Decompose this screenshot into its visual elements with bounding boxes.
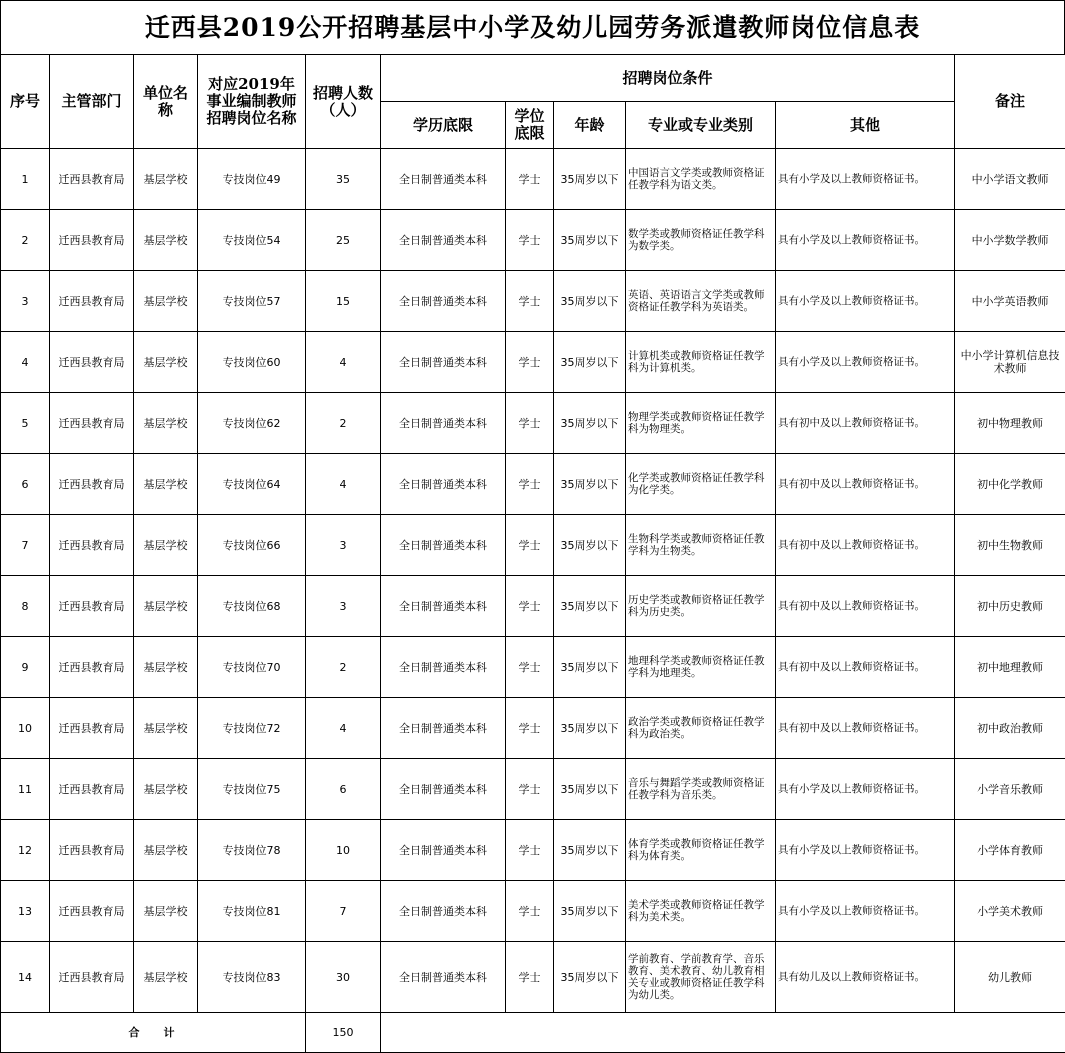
cell-post: 专技岗位60 [198,332,306,393]
cell-post: 专技岗位57 [198,271,306,332]
cell-major: 英语、英语语言文学类或教师资格证任教学科为英语类。 [626,271,776,332]
cell-seq: 10 [1,698,50,759]
cell-age: 35周岁以下 [554,332,626,393]
cell-unit: 基层学校 [134,210,198,271]
cell-post: 专技岗位62 [198,393,306,454]
cell-post: 专技岗位83 [198,942,306,1013]
cell-edu: 全日制普通类本科 [381,637,506,698]
header-degree: 学位底限 [506,102,554,149]
cell-degree: 学士 [506,271,554,332]
cell-other: 具有小学及以上教师资格证书。 [776,820,955,881]
cell-other: 具有小学及以上教师资格证书。 [776,332,955,393]
header-age: 年龄 [554,102,626,149]
cell-dept: 迁西县教育局 [50,332,134,393]
cell-note: 初中化学教师 [955,454,1065,515]
cell-post: 专技岗位49 [198,149,306,210]
cell-major: 化学类或教师资格证任教学科为化学类。 [626,454,776,515]
cell-edu: 全日制普通类本科 [381,271,506,332]
cell-age: 35周岁以下 [554,576,626,637]
table-footer [1,1013,1065,1053]
cell-seq: 7 [1,515,50,576]
header-count: 招聘人数（人） [306,55,381,149]
header-dept: 主管部门 [50,55,134,149]
cell-other: 具有小学及以上教师资格证书。 [776,881,955,942]
cell-unit: 基层学校 [134,576,198,637]
cell-count: 2 [306,637,381,698]
cell-degree: 学士 [506,942,554,1013]
cell-degree: 学士 [506,210,554,271]
cell-note: 中小学语文教师 [955,149,1065,210]
cell-note: 初中物理教师 [955,393,1065,454]
table-header [1,55,1065,149]
cell-major: 中国语言文学类或教师资格证任教学科为语文类。 [626,149,776,210]
cell-post: 专技岗位64 [198,454,306,515]
cell-other: 具有小学及以上教师资格证书。 [776,759,955,820]
cell-edu: 全日制普通类本科 [381,393,506,454]
table-row [1,881,1065,942]
cell-post: 专技岗位78 [198,820,306,881]
cell-note: 初中生物教师 [955,515,1065,576]
cell-dept: 迁西县教育局 [50,698,134,759]
cell-other: 具有初中及以上教师资格证书。 [776,698,955,759]
cell-dept: 迁西县教育局 [50,576,134,637]
cell-dept: 迁西县教育局 [50,149,134,210]
cell-degree: 学士 [506,332,554,393]
cell-seq: 6 [1,454,50,515]
cell-count: 3 [306,576,381,637]
cell-seq: 8 [1,576,50,637]
cell-seq: 13 [1,881,50,942]
table-row [1,759,1065,820]
cell-age: 35周岁以下 [554,271,626,332]
cell-seq: 4 [1,332,50,393]
cell-degree: 学士 [506,393,554,454]
cell-note: 小学音乐教师 [955,759,1065,820]
cell-age: 35周岁以下 [554,637,626,698]
cell-degree: 学士 [506,881,554,942]
cell-count: 25 [306,210,381,271]
cell-dept: 迁西县教育局 [50,820,134,881]
cell-unit: 基层学校 [134,759,198,820]
cell-seq: 1 [1,149,50,210]
cell-seq: 11 [1,759,50,820]
cell-note: 初中历史教师 [955,576,1065,637]
cell-count: 4 [306,698,381,759]
cell-count: 7 [306,881,381,942]
table-row [1,210,1065,271]
cell-count: 15 [306,271,381,332]
table-row [1,393,1065,454]
cell-major: 地理科学类或教师资格证任教学科为地理类。 [626,637,776,698]
cell-unit: 基层学校 [134,271,198,332]
cell-major: 物理学类或教师资格证任教学科为物理类。 [626,393,776,454]
header-edu: 学历底限 [381,102,506,149]
cell-degree: 学士 [506,576,554,637]
total-empty-cell [381,1013,1065,1053]
cell-dept: 迁西县教育局 [50,515,134,576]
cell-note: 中小学英语教师 [955,271,1065,332]
header-conditions: 招聘岗位条件 [381,55,955,102]
cell-unit: 基层学校 [134,515,198,576]
cell-edu: 全日制普通类本科 [381,515,506,576]
page-title: 迁西县2019公开招聘基层中小学及幼儿园劳务派遣教师岗位信息表 [0,0,1065,54]
table-row [1,942,1065,1013]
cell-other: 具有初中及以上教师资格证书。 [776,515,955,576]
cell-note: 初中政治教师 [955,698,1065,759]
cell-degree: 学士 [506,637,554,698]
cell-major: 数学类或教师资格证任教学科为数学类。 [626,210,776,271]
cell-post: 专技岗位68 [198,576,306,637]
cell-post: 专技岗位70 [198,637,306,698]
cell-major: 美术学类或教师资格证任教学科为美术类。 [626,881,776,942]
table-row [1,515,1065,576]
cell-count: 10 [306,820,381,881]
cell-note: 小学体育教师 [955,820,1065,881]
cell-age: 35周岁以下 [554,881,626,942]
cell-major: 音乐与舞蹈学类或教师资格证任教学科为音乐类。 [626,759,776,820]
cell-degree: 学士 [506,698,554,759]
total-label: 合计 [1,1013,306,1053]
cell-unit: 基层学校 [134,942,198,1013]
cell-note: 初中地理教师 [955,637,1065,698]
cell-major: 生物科学类或教师资格证任教学科为生物类。 [626,515,776,576]
table-row [1,698,1065,759]
cell-note: 中小学计算机信息技术教师 [955,332,1065,393]
cell-age: 35周岁以下 [554,698,626,759]
cell-age: 35周岁以下 [554,759,626,820]
cell-age: 35周岁以下 [554,149,626,210]
cell-edu: 全日制普通类本科 [381,332,506,393]
cell-unit: 基层学校 [134,393,198,454]
cell-unit: 基层学校 [134,332,198,393]
cell-major: 计算机类或教师资格证任教学科为计算机类。 [626,332,776,393]
cell-post: 专技岗位66 [198,515,306,576]
cell-dept: 迁西县教育局 [50,637,134,698]
cell-dept: 迁西县教育局 [50,454,134,515]
table-row [1,637,1065,698]
cell-other: 具有小学及以上教师资格证书。 [776,271,955,332]
cell-edu: 全日制普通类本科 [381,881,506,942]
header-post: 对应2019年事业编制教师招聘岗位名称 [198,55,306,149]
cell-degree: 学士 [506,820,554,881]
cell-post: 专技岗位72 [198,698,306,759]
cell-seq: 12 [1,820,50,881]
cell-unit: 基层学校 [134,637,198,698]
cell-dept: 迁西县教育局 [50,393,134,454]
cell-post: 专技岗位81 [198,881,306,942]
cell-other: 具有小学及以上教师资格证书。 [776,210,955,271]
cell-major: 学前教育、学前教育学、音乐教育、美术教育、幼儿教育相关专业或教师资格证任教学科为幼儿类。 [626,942,776,1013]
table-row [1,149,1065,210]
cell-seq: 5 [1,393,50,454]
cell-count: 6 [306,759,381,820]
cell-degree: 学士 [506,149,554,210]
cell-unit: 基层学校 [134,820,198,881]
cell-other: 具有初中及以上教师资格证书。 [776,454,955,515]
cell-count: 3 [306,515,381,576]
cell-unit: 基层学校 [134,881,198,942]
cell-major: 政治学类或教师资格证任教学科为政治类。 [626,698,776,759]
header-seq: 序号 [1,55,50,149]
cell-major: 历史学类或教师资格证任教学科为历史类。 [626,576,776,637]
cell-major: 体育学类或教师资格证任教学科为体育类。 [626,820,776,881]
cell-other: 具有小学及以上教师资格证书。 [776,149,955,210]
cell-dept: 迁西县教育局 [50,271,134,332]
cell-post: 专技岗位75 [198,759,306,820]
cell-edu: 全日制普通类本科 [381,698,506,759]
cell-count: 4 [306,332,381,393]
cell-age: 35周岁以下 [554,820,626,881]
cell-degree: 学士 [506,759,554,820]
total-count: 150 [306,1013,381,1053]
header-unit: 单位名称 [134,55,198,149]
header-note: 备注 [955,55,1065,149]
cell-seq: 9 [1,637,50,698]
cell-count: 35 [306,149,381,210]
cell-seq: 14 [1,942,50,1013]
cell-age: 35周岁以下 [554,393,626,454]
cell-dept: 迁西县教育局 [50,942,134,1013]
cell-note: 中小学数学教师 [955,210,1065,271]
cell-edu: 全日制普通类本科 [381,759,506,820]
cell-note: 小学美术教师 [955,881,1065,942]
cell-degree: 学士 [506,454,554,515]
cell-count: 4 [306,454,381,515]
cell-count: 30 [306,942,381,1013]
table-body [1,149,1065,1013]
table-row [1,271,1065,332]
cell-unit: 基层学校 [134,149,198,210]
cell-seq: 3 [1,271,50,332]
cell-other: 具有初中及以上教师资格证书。 [776,576,955,637]
cell-note: 幼儿教师 [955,942,1065,1013]
header-other: 其他 [776,102,955,149]
cell-edu: 全日制普通类本科 [381,576,506,637]
table-row [1,454,1065,515]
cell-edu: 全日制普通类本科 [381,820,506,881]
cell-dept: 迁西县教育局 [50,210,134,271]
total-row [1,1013,1065,1053]
cell-count: 2 [306,393,381,454]
header-major: 专业或专业类别 [626,102,776,149]
cell-other: 具有初中及以上教师资格证书。 [776,637,955,698]
cell-edu: 全日制普通类本科 [381,454,506,515]
cell-post: 专技岗位54 [198,210,306,271]
cell-age: 35周岁以下 [554,454,626,515]
cell-edu: 全日制普通类本科 [381,942,506,1013]
recruitment-table [0,54,1065,1053]
table-row [1,576,1065,637]
cell-degree: 学士 [506,515,554,576]
cell-other: 具有初中及以上教师资格证书。 [776,393,955,454]
cell-other: 具有幼儿及以上教师资格证书。 [776,942,955,1013]
cell-seq: 2 [1,210,50,271]
cell-unit: 基层学校 [134,698,198,759]
cell-unit: 基层学校 [134,454,198,515]
cell-age: 35周岁以下 [554,210,626,271]
cell-age: 35周岁以下 [554,515,626,576]
cell-age: 35周岁以下 [554,942,626,1013]
cell-dept: 迁西县教育局 [50,881,134,942]
table-row [1,820,1065,881]
cell-edu: 全日制普通类本科 [381,149,506,210]
cell-edu: 全日制普通类本科 [381,210,506,271]
table-row [1,332,1065,393]
cell-dept: 迁西县教育局 [50,759,134,820]
